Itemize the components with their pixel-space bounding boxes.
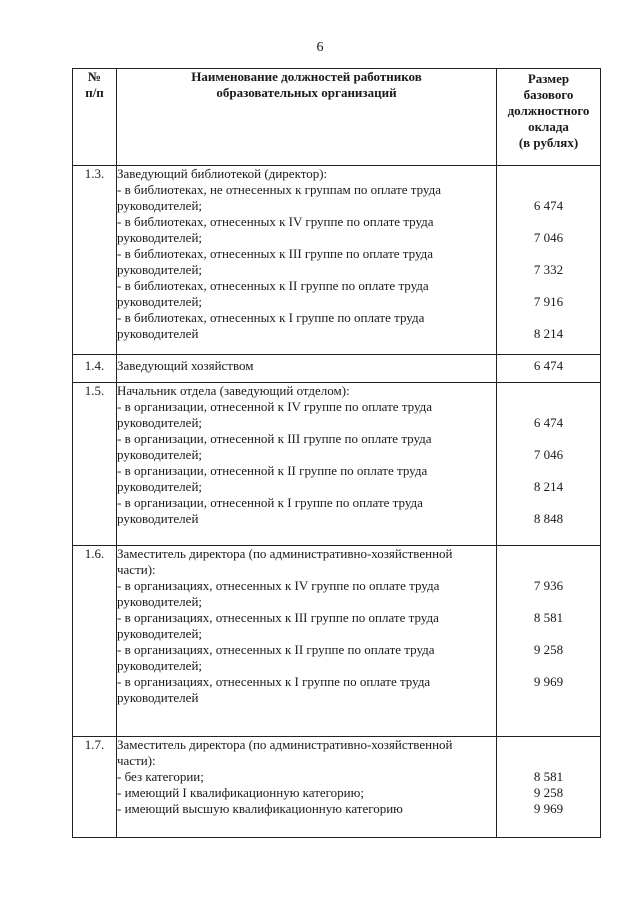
salary-value: 8 214 [533,479,564,494]
position-line: руководителей; [117,198,203,213]
salary-value: 6 474 [533,198,564,213]
position-line: - в библиотеках, отнесенных к III группе по оплате труда [117,246,434,261]
table-row [73,737,601,838]
header-number [73,69,117,166]
position-line: Начальник отдела (заведующий отделом): [117,383,350,398]
table-row [73,383,601,546]
header-line: Наименование должностей работников [191,69,422,84]
position-name-cell [117,383,497,546]
salary-value: 7 916 [533,294,564,309]
position-line: руководителей; [117,230,203,245]
salary-value [497,463,600,479]
salary-value [497,562,600,578]
table-header-row [73,69,601,166]
salary-value [497,246,600,262]
position-line: - в организациях, отнесенных к II группе по оплате труда [117,642,435,657]
salary-value [497,214,600,230]
salary-value [497,594,600,610]
position-line: - в организациях, отнесенных к IV группе по оплате труда [117,578,440,593]
header-line: образовательных организаций [216,85,397,100]
position-line: руководителей; [117,294,203,309]
salary-value: 9 258 [533,785,564,800]
salary-value: 9 258 [533,642,564,657]
position-line: - без категории; [117,769,204,784]
salary-amount-cell [497,546,601,737]
salary-value [497,278,600,294]
table-row [73,166,601,355]
position-line: - в библиотеках, отнесенных к I группе по оплате труда [117,310,425,325]
salary-amount-cell [497,737,601,838]
header-line: оклада [528,119,569,134]
position-line: - в организации, отнесенной к II группе по оплате труда [117,463,428,478]
position-name-cell [117,166,497,355]
row-number: 1.4. [73,355,117,383]
salary-value [497,399,600,415]
position-line: - в библиотеках, не отнесенных к группам по оплате труда [117,182,441,197]
position-line: части): [117,753,156,768]
salary-value [497,737,600,753]
header-line: должностного [507,103,590,118]
position-line: - в организациях, отнесенных к III группе по оплате труда [117,610,439,625]
position-name-cell [117,355,497,383]
salary-value: 8 848 [533,511,564,526]
salary-value [497,166,600,182]
position-line: руководителей; [117,447,203,462]
header-line: (в рублях) [518,135,579,150]
salary-table [72,68,601,838]
salary-value [497,690,600,706]
position-line: - в организациях, отнесенных к I группе по оплате труда [117,674,431,689]
salary-value: 7 046 [533,447,564,462]
salary-value: 7 046 [533,230,564,245]
salary-amount-cell [497,166,601,355]
position-line: - в организации, отнесенной к III группе по оплате труда [117,431,432,446]
position-line: руководителей; [117,626,203,641]
salary-value [497,753,600,769]
table-row [73,546,601,737]
header-line: базового [523,87,574,102]
header-line: Размер [527,71,570,86]
salary-value [497,310,600,326]
salary-value [497,431,600,447]
position-line: - в организации, отнесенной к IV группе по оплате труда [117,399,433,414]
position-line: руководителей; [117,658,203,673]
salary-value: 7 332 [533,262,564,277]
salary-value [497,546,600,562]
salary-value: 8 581 [533,769,564,784]
position-line: - имеющий высшую квалификационную категорию [117,801,403,816]
salary-amount-cell [497,355,601,383]
row-number: 1.6. [73,546,117,737]
salary-value: 9 969 [533,801,564,816]
row-number: 1.3. [73,166,117,355]
position-line: руководителей; [117,415,203,430]
row-number: 1.7. [73,737,117,838]
position-line: - имеющий I квалификационную категорию; [117,785,364,800]
position-line: руководителей; [117,594,203,609]
salary-value: 6 474 [533,358,564,373]
position-line: руководителей; [117,262,203,277]
salary-value [497,658,600,674]
position-line: руководителей [117,326,199,341]
row-number: 1.5. [73,383,117,546]
salary-value: 9 969 [533,674,564,689]
salary-value: 8 581 [533,610,564,625]
salary-value [497,383,600,399]
position-line: Заведующий библиотекой (директор): [117,166,328,181]
position-line: Заместитель директора (по административно-хозяйственной [117,546,453,561]
position-line: части): [117,562,156,577]
page-number: 6 [316,40,324,55]
position-name-cell [117,737,497,838]
position-line: - в библиотеках, отнесенных к IV группе по оплате труда [117,214,434,229]
header-line: п/п [85,85,104,100]
position-line: Заведующий хозяйством [117,358,254,373]
header-position-name [117,69,497,166]
salary-value: 7 936 [533,578,564,593]
salary-value [497,495,600,511]
position-line: руководителей [117,690,199,705]
salary-amount-cell [497,383,601,546]
position-name-cell [117,546,497,737]
position-line: Заместитель директора (по административно-хозяйственной [117,737,453,752]
salary-value: 8 214 [533,326,564,341]
header-line: № [87,69,102,84]
table-row [73,355,601,383]
position-line: - в библиотеках, отнесенных к II группе по оплате труда [117,278,429,293]
salary-value [497,182,600,198]
salary-value: 6 474 [533,415,564,430]
position-line: - в организации, отнесенной к I группе по оплате труда [117,495,423,510]
salary-value [497,626,600,642]
header-base-salary [497,69,601,166]
position-line: руководителей [117,511,199,526]
position-line: руководителей; [117,479,203,494]
